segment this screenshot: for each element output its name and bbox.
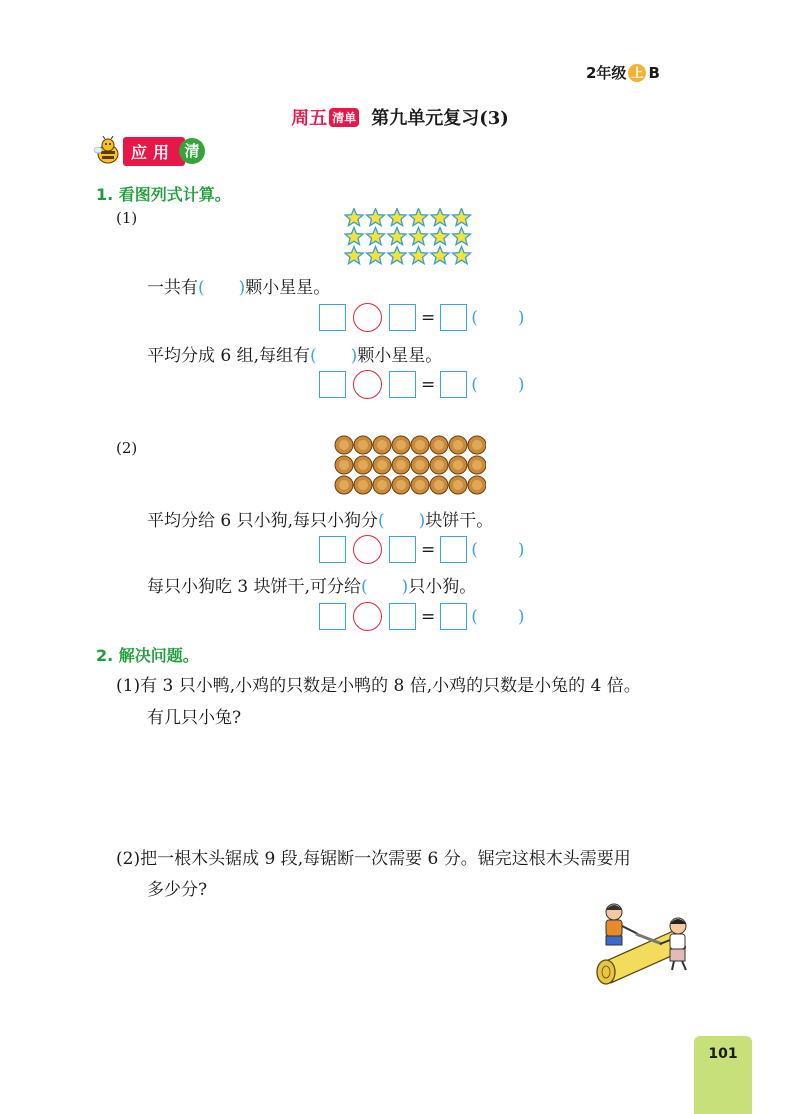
cookie-icon xyxy=(411,476,429,494)
grade-suffix: B xyxy=(648,63,660,82)
cookie-icon xyxy=(392,436,410,454)
q2-part1-line1: (1)有 3 只小鸭,小鸡的只数是小鸭的 8 倍,小鸡的只数是小兔的 4 倍。 xyxy=(116,676,641,696)
result-box[interactable] xyxy=(440,371,467,398)
equation-box[interactable] xyxy=(389,371,416,398)
q1-part2-line2 xyxy=(147,572,476,597)
star-icon xyxy=(366,209,384,226)
q2-part2-line1: (2)把一根木头锯成 9 段,每锯断一次需要 6 分。锯完这根木头需要用 xyxy=(116,849,631,869)
cookie-icon xyxy=(335,476,353,494)
cookie-icon xyxy=(449,476,467,494)
star-icon xyxy=(409,209,427,226)
star-icon xyxy=(431,228,449,245)
star-icon xyxy=(431,209,449,226)
star-icon xyxy=(388,228,406,245)
equals-sign: = xyxy=(421,307,436,328)
q1-part1-line1 xyxy=(147,273,330,298)
cookie-icon xyxy=(373,456,391,474)
q1-part1-line1-pre: 一共有 xyxy=(147,278,198,298)
q1-part2-line1-post: 块饼干。 xyxy=(425,511,494,531)
q2-part2-answer-area[interactable] xyxy=(140,905,580,1015)
cookie-icon xyxy=(430,436,448,454)
unit-blank[interactable]: ( ) xyxy=(471,539,525,560)
cookie-icon xyxy=(449,456,467,474)
grade-prefix: 2年级 xyxy=(586,64,627,82)
cookie-icon xyxy=(373,436,391,454)
section-tag-label: 应用 xyxy=(123,137,185,166)
q2-part1-answer-area[interactable] xyxy=(140,735,700,835)
q2-part2-line2: 多少分? xyxy=(147,880,208,900)
star-icon xyxy=(452,209,470,226)
q1-part1-label: (1) xyxy=(116,209,138,227)
cookie-icon xyxy=(392,456,410,474)
equation-row xyxy=(319,303,525,332)
cookie-icon xyxy=(468,456,486,474)
equation-box[interactable] xyxy=(319,536,346,563)
q1-heading: 1. 看图列式计算。 xyxy=(96,185,231,204)
q1-part2-line2-pre: 每只小狗吃 3 块饼干,可分给 xyxy=(147,577,362,597)
q2-part1-line2: 有几只小兔? xyxy=(147,708,242,728)
equation-box[interactable] xyxy=(319,304,346,331)
star-icon xyxy=(345,247,363,264)
unit-blank[interactable]: ( ) xyxy=(471,606,525,627)
cookie-icon xyxy=(354,436,372,454)
star-icon xyxy=(452,247,470,264)
equation-box[interactable] xyxy=(389,536,416,563)
cookie-icon xyxy=(354,476,372,494)
sawing-illustration xyxy=(592,898,704,986)
cookie-icon xyxy=(468,476,486,494)
q1-part1-line1-post: 颗小星星。 xyxy=(245,278,331,298)
star-icon xyxy=(388,247,406,264)
q1-part1-line2-post: 颗小星星。 xyxy=(357,346,443,366)
star-icon xyxy=(345,209,363,226)
answer-blank[interactable]: ( ) xyxy=(198,278,246,298)
star-icon xyxy=(366,228,384,245)
answer-blank[interactable]: ( ) xyxy=(378,511,426,531)
cookie-icon xyxy=(335,456,353,474)
cookie-icon xyxy=(430,456,448,474)
equation-box[interactable] xyxy=(389,603,416,630)
star-icon xyxy=(431,247,449,264)
title-unit: 第九单元复习(3) xyxy=(371,108,509,129)
answer-blank[interactable]: ( ) xyxy=(361,577,409,597)
q1-part2-line1 xyxy=(147,506,493,531)
result-box[interactable] xyxy=(440,304,467,331)
result-box[interactable] xyxy=(440,603,467,630)
equation-box[interactable] xyxy=(319,371,346,398)
page-title xyxy=(0,104,800,130)
unit-blank[interactable]: ( ) xyxy=(471,374,525,395)
q2-heading: 2. 解决问题。 xyxy=(96,646,199,665)
cookie-icon xyxy=(468,436,486,454)
star-icon xyxy=(409,247,427,264)
result-box[interactable] xyxy=(440,536,467,563)
star-icon xyxy=(366,247,384,264)
q1-part2-label: (2) xyxy=(116,439,138,457)
cookie-icon xyxy=(449,436,467,454)
equals-sign: = xyxy=(421,539,436,560)
unit-blank[interactable]: ( ) xyxy=(471,307,525,328)
operator-circle[interactable] xyxy=(353,602,382,631)
equals-sign: = xyxy=(421,374,436,395)
cookie-icon xyxy=(411,456,429,474)
title-qingdan-badge: 清单 xyxy=(329,108,359,127)
equation-row xyxy=(319,370,525,399)
operator-circle[interactable] xyxy=(353,303,382,332)
q1-part2-line1-pre: 平均分给 6 只小狗,每只小狗分 xyxy=(147,511,379,531)
grade-label xyxy=(586,62,660,83)
q1-part1-line2 xyxy=(147,341,442,366)
star-icon xyxy=(388,209,406,226)
operator-circle[interactable] xyxy=(353,535,382,564)
operator-circle[interactable] xyxy=(353,370,382,399)
page-number: 101 xyxy=(694,1036,752,1114)
bee-icon xyxy=(93,136,123,166)
cookie-icon xyxy=(354,456,372,474)
cookie-icon xyxy=(335,436,353,454)
q1-part2-line2-post: 只小狗。 xyxy=(408,577,477,597)
equation-box[interactable] xyxy=(389,304,416,331)
cookie-icon xyxy=(430,476,448,494)
section-tag-badge: 清 xyxy=(179,138,205,164)
star-icon xyxy=(345,228,363,245)
cookie-icon xyxy=(392,476,410,494)
section-tag xyxy=(93,136,205,166)
cookie-icon xyxy=(411,436,429,454)
q1-part1-line2-pre: 平均分成 6 组,每组有 xyxy=(147,346,311,366)
equation-box[interactable] xyxy=(319,603,346,630)
star-icon xyxy=(409,228,427,245)
equation-row xyxy=(319,602,525,631)
cookies-grid xyxy=(334,435,486,497)
star-icon xyxy=(452,228,470,245)
cookie-icon xyxy=(373,476,391,494)
equation-row xyxy=(319,535,525,564)
stars-grid xyxy=(344,208,474,266)
answer-blank[interactable]: ( ) xyxy=(310,346,358,366)
grade-badge: 上 xyxy=(628,64,646,82)
title-day: 周五 xyxy=(291,108,328,129)
equals-sign: = xyxy=(421,606,436,627)
